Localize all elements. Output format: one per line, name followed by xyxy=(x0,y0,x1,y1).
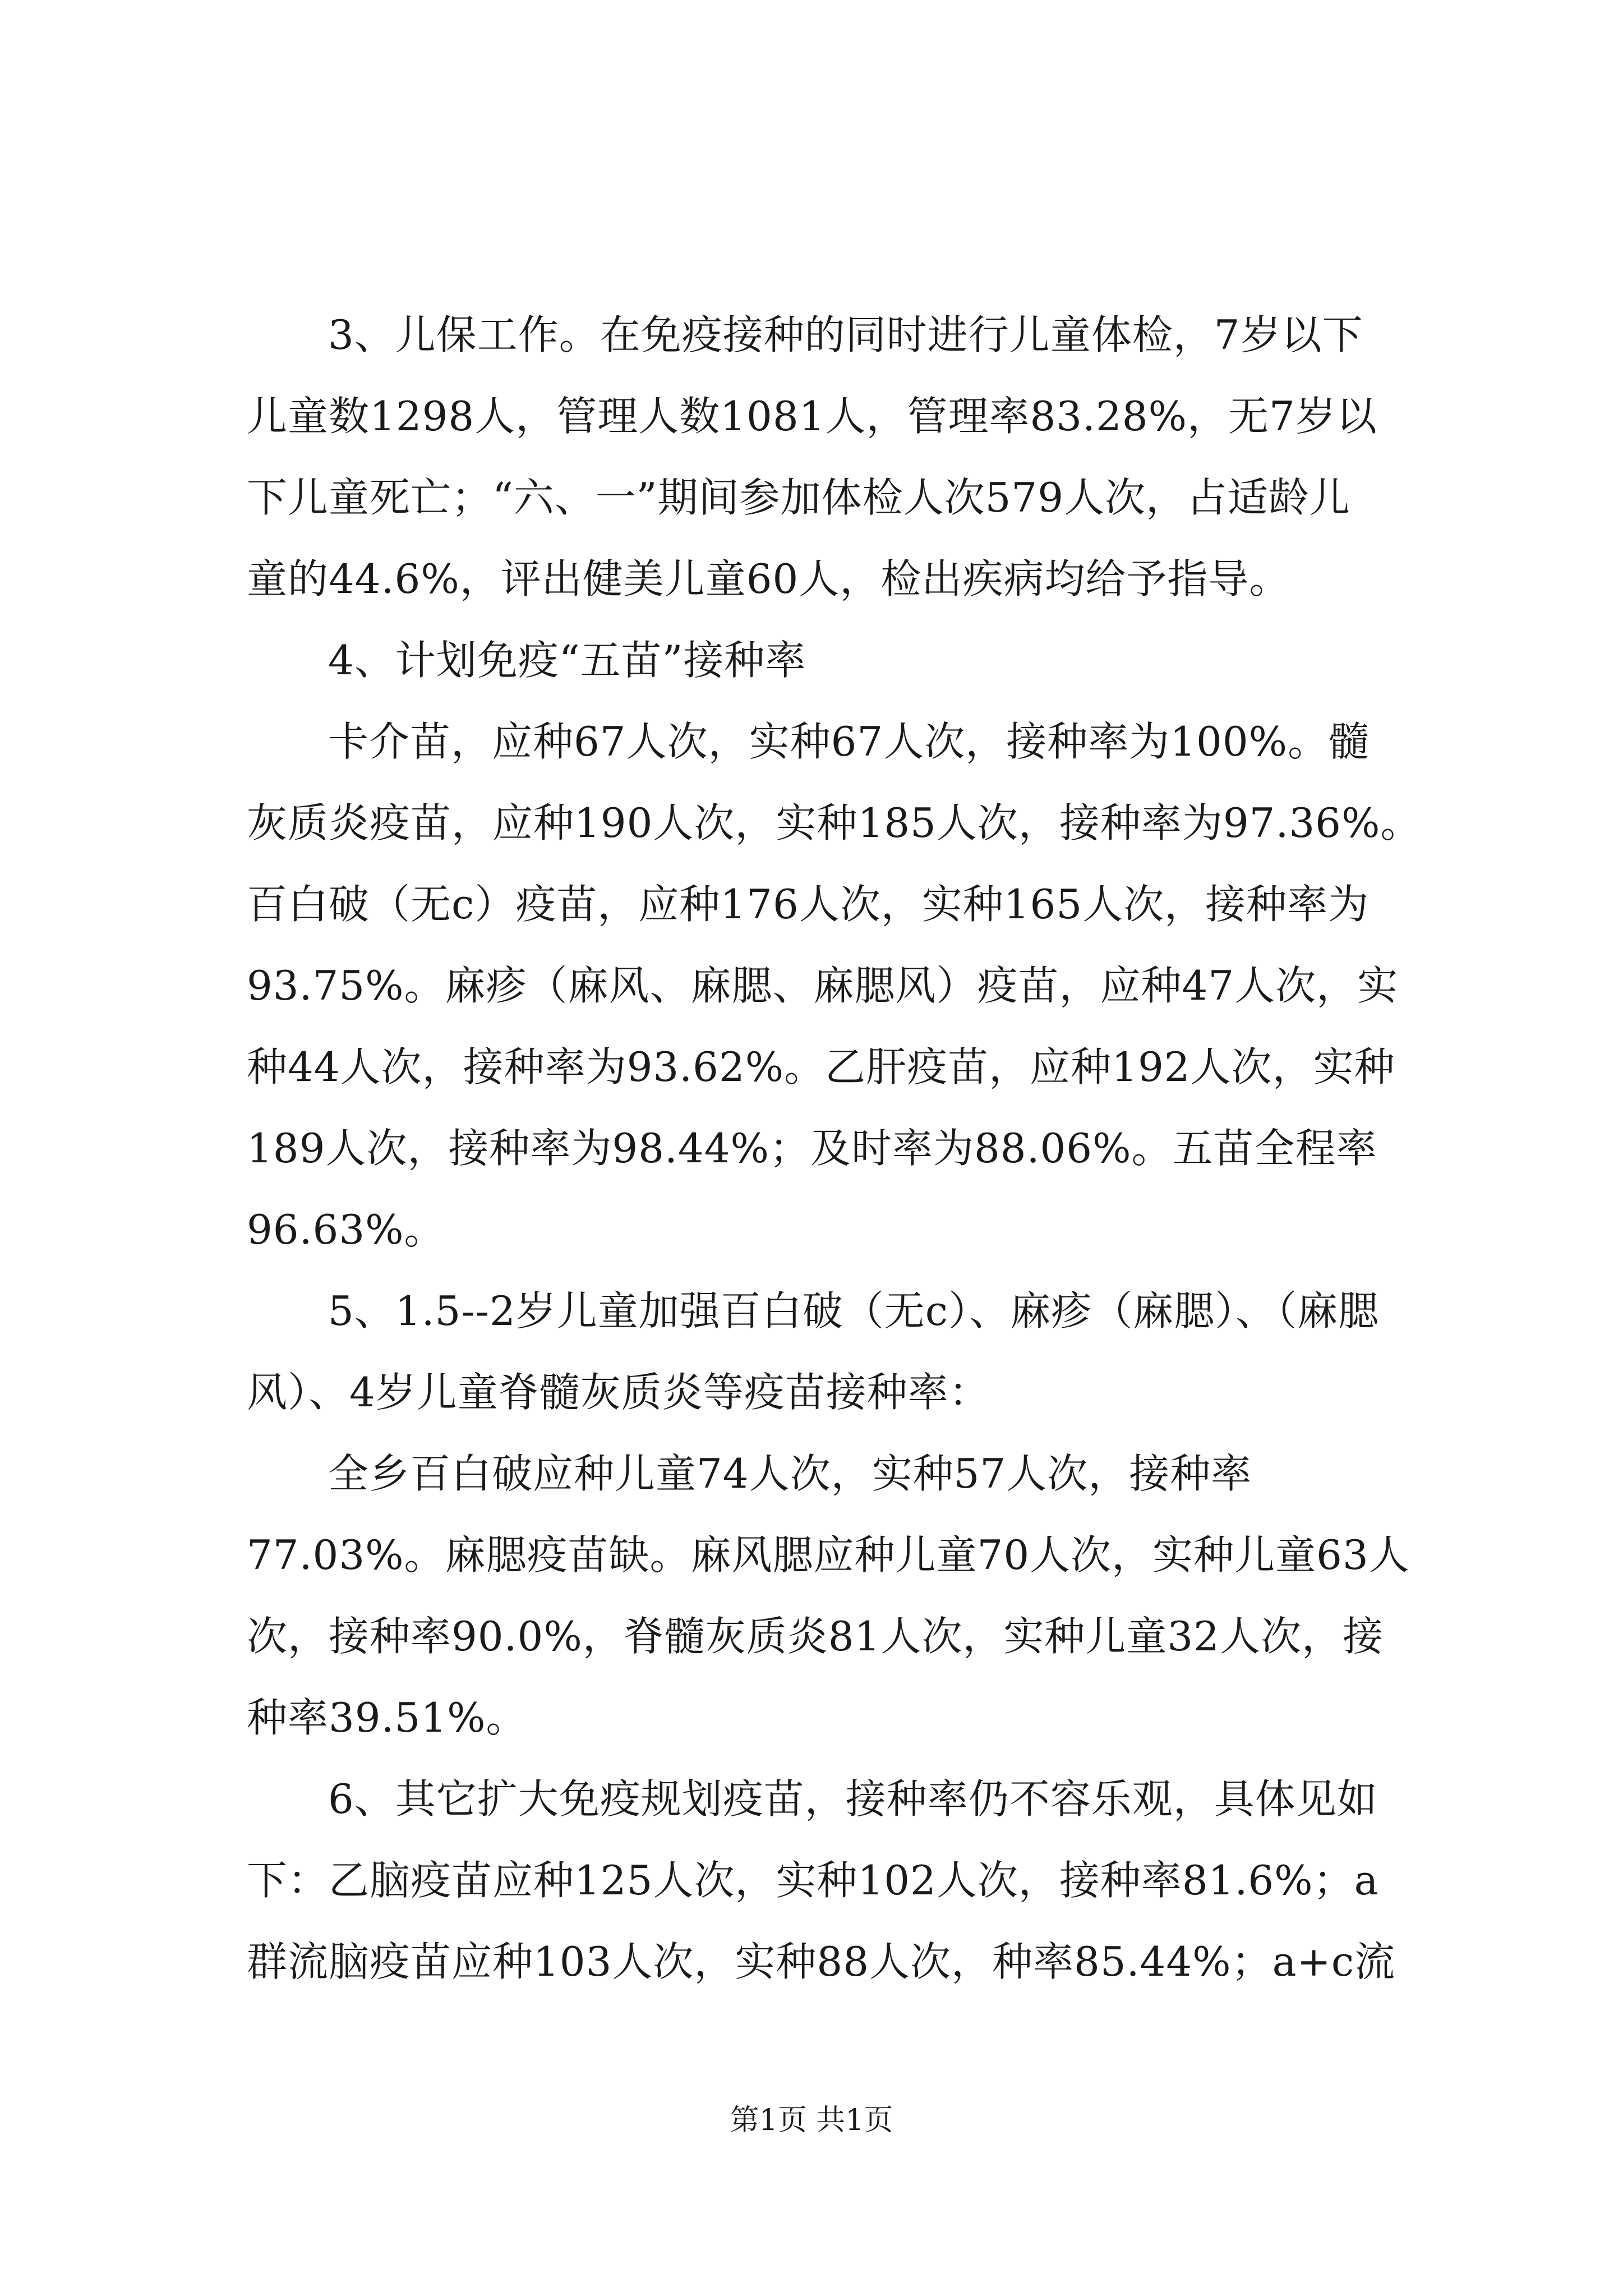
text-line: 3、儿保工作。在免疫接种的同时进行儿童体检，7岁以下 xyxy=(328,311,1363,358)
text-line: 189人次，接种率为98.44%；及时率为88.06%。五苗全程率 xyxy=(247,1125,1377,1172)
text-line: 儿童数1298人，管理人数1081人，管理率83.28%，无7岁以 xyxy=(247,393,1377,440)
paragraph xyxy=(247,1759,1413,2003)
document-body xyxy=(247,295,1422,2003)
text-line: 6、其它扩大免疫规划疫苗，接种率仍不容乐观，具体见如 xyxy=(328,1775,1378,1823)
paragraph xyxy=(247,1271,1413,1433)
text-line: 77.03%。麻腮疫苗缺。麻风腮应种儿童70人次，实种儿童63人 xyxy=(247,1531,1410,1579)
text-line: 风）、4岁儿童脊髓灰质炎等疫苗接种率： xyxy=(247,1369,990,1416)
text-line: 灰质炎疫苗，应种190人次，实种185人次，接种率为97.36%。 xyxy=(247,799,1422,846)
text-line: 下儿童死亡；“六、一”期间参加体检人次579人次，占适龄儿 xyxy=(247,474,1351,521)
paragraph xyxy=(247,295,1413,620)
paragraph xyxy=(247,701,1422,1271)
text-line: 种44人次，接种率为93.62%。乙肝疫苗，应种192人次，实种 xyxy=(247,1043,1395,1091)
text-line: 百白破（无c）疫苗，应种176人次，实种165人次，接种率为 xyxy=(247,881,1370,928)
text-line: 5、1.5--2岁儿童加强百白破（无c）、麻疹（麻腮）、（麻腮 xyxy=(328,1287,1380,1335)
paragraph xyxy=(247,1433,1413,1759)
text-line: 93.75%。麻疹（麻风、麻腮、麻腮风）疫苗，应种47人次，实 xyxy=(247,962,1399,1009)
text-line: 卡介苗，应种67人次，实种67人次，接种率为100%。髓 xyxy=(328,718,1370,765)
text-line: 次，接种率90.0%，脊髓灰质炎81人次，实种儿童32人次，接 xyxy=(247,1613,1384,1660)
text-line: 96.63%。 xyxy=(247,1206,445,1253)
page-footer: 第1页 共1页 xyxy=(730,2104,893,2137)
text-line: 下：乙脑疫苗应种125人次，实种102人次，接种率81.6%；a xyxy=(247,1857,1379,1904)
paragraph xyxy=(247,620,1413,701)
text-line: 全乡百白破应种儿童74人次，实种57人次，接种率 xyxy=(328,1450,1252,1497)
text-line: 群流脑疫苗应种103人次，实种88人次，种率85.44%；a+c流 xyxy=(247,1938,1396,1985)
text-line: 4、计划免疫“五苗”接种率 xyxy=(328,637,806,684)
text-line: 童的44.6%，评出健美儿童60人，检出疾病均给予指导。 xyxy=(247,555,1290,602)
text-line: 种率39.51%。 xyxy=(247,1694,527,1741)
